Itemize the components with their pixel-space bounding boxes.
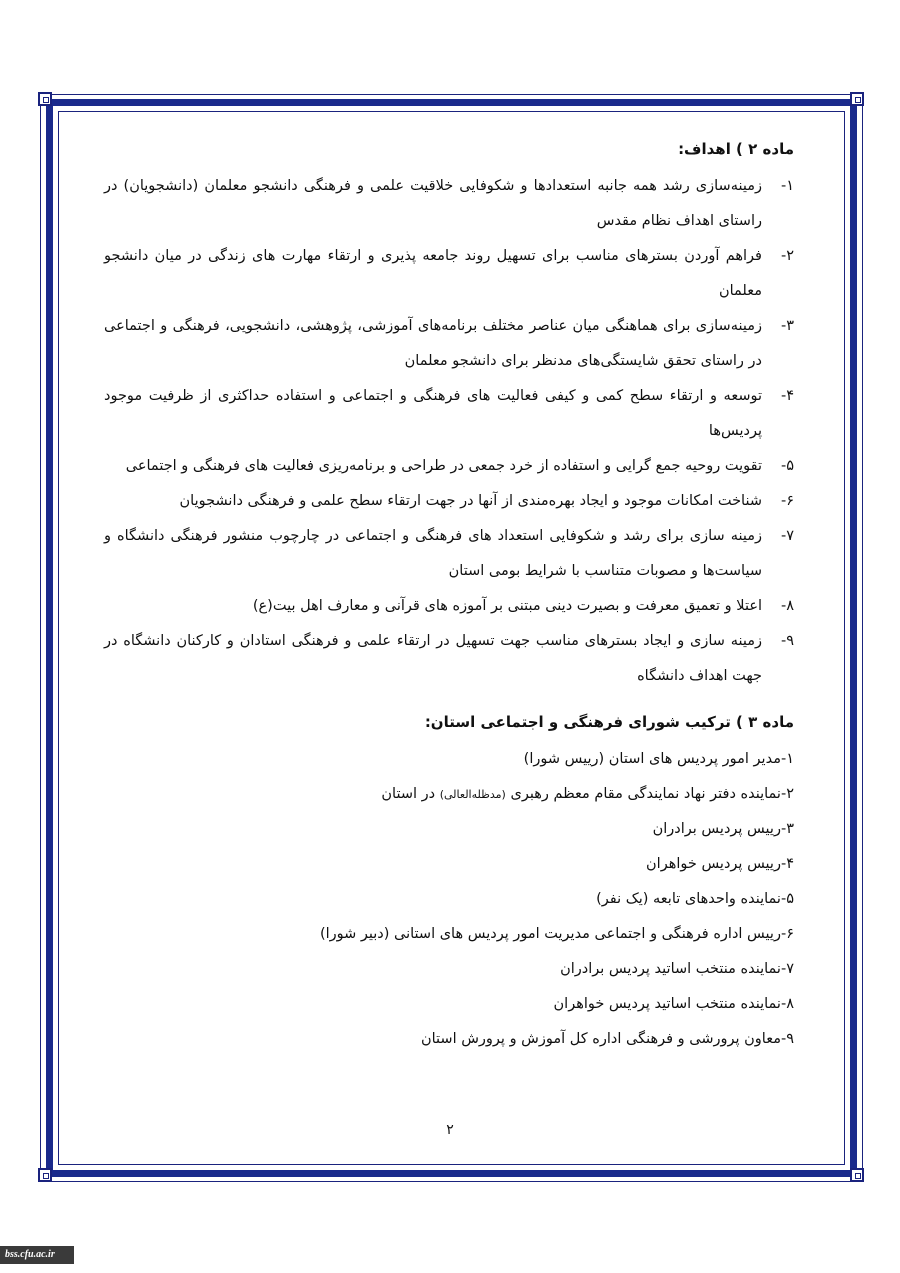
corner-ornament-bottom-right [850,1168,864,1182]
corner-ornament-bottom-left [38,1168,52,1182]
council-member-item: ۸-نماینده منتخب اساتید پردیس خواهران [553,996,794,1012]
corner-ornament-top-left [38,92,52,106]
council-member-item: ۵-نماینده واحدهای تابعه (یک نفر) [596,891,794,907]
section-heading-objectives: ماده ۲ ) اهداف: [678,140,794,158]
section-heading-council-composition: ماده ۳ ) ترکیب شورای فرهنگی و اجتماعی استان: [424,713,794,731]
council-member-item: ۴-رییس پردیس خواهران [646,856,794,872]
document-body [104,135,794,1057]
objective-item: ۲- فراهم آوردن بسترهای مناسب برای تسهیل روند جامعه پذیری و ارتقاء مهارت های زندگی در میان دانشجو معلمان [104,248,794,299]
objective-item: ۹- زمینه سازی و ایجاد بسترهای مناسب جهت تسهیل در ارتقاء علمی و فرهنگی استادان و کارکنان دانشگاه در جهت اهداف دانشگاه [104,633,794,684]
objective-item: ۶- شناخت امکانات موجود و ایجاد بهره‌مندی از آنها در جهت ارتقاء سطح علمی و فرهنگی دانشجویان [179,493,794,509]
objective-item: ۵- تقویت روحیه جمع گرایی و استفاده از خرد جمعی در طراحی و برنامه‌ریزی فعالیت های فرهنگی و اجتماعی [125,458,794,474]
council-member-item: ۷-نماینده منتخب اساتید پردیس برادران [560,961,794,977]
corner-ornament-top-right [850,92,864,106]
objective-item: ۴- توسعه و ارتقاء سطح کمی و کیفی فعالیت های فرهنگی و اجتماعی و استفاده حداکثری از ظرفیت موجود پردیس‌ها [104,388,794,439]
council-member-item: ۳-رییس پردیس برادران [652,821,794,837]
council-member-item: ۶-رییس اداره فرهنگی و اجتماعی مدیریت امور پردیس های استانی (دبیر شورا) [319,926,794,942]
site-url-badge[interactable]: bss.cfu.ac.ir [0,1246,74,1264]
objective-item: ۳- زمینه‌سازی برای هماهنگی میان عناصر مختلف برنامه‌های آموزشی، پژوهشی، دانشجویی، فرهنگی و اجتماعی در راستای تحقق شایستگی‌های مدنظر برای دانشجو معلمان [104,318,794,369]
council-member-item: ۲-نماینده دفتر نهاد نمایندگی مقام معظم رهبری (مدظله‌العالی) در استان [381,786,794,802]
page-number: ۲ [446,1122,454,1138]
objective-item: ۸- اعتلا و تعمیق معرفت و بصیرت دینی مبتنی بر آموزه های قرآنی و معارف اهل بیت(ع) [252,598,794,614]
council-member-item: ۹-معاون پرورشی و فرهنگی اداره کل آموزش و پرورش استان [420,1031,794,1047]
council-member-item: ۱-مدیر امور پردیس های استان (رییس شورا) [523,751,794,767]
objective-item: ۱- زمینه‌سازی رشد همه جانبه استعدادها و شکوفایی خلاقیت علمی و فرهنگی دانشجو معلمان (دانشجویان) در راستای اهداف نظام مقدس [104,178,794,229]
council-member-list [104,742,794,1057]
objective-item: ۷- زمینه سازی برای رشد و شکوفایی استعداد های فرهنگی و اجتماعی در چارچوب منشور فرهنگی دانشگاه و سیاست‌ها و مصوبات متناسب با شرایط بومی استان [104,528,794,579]
